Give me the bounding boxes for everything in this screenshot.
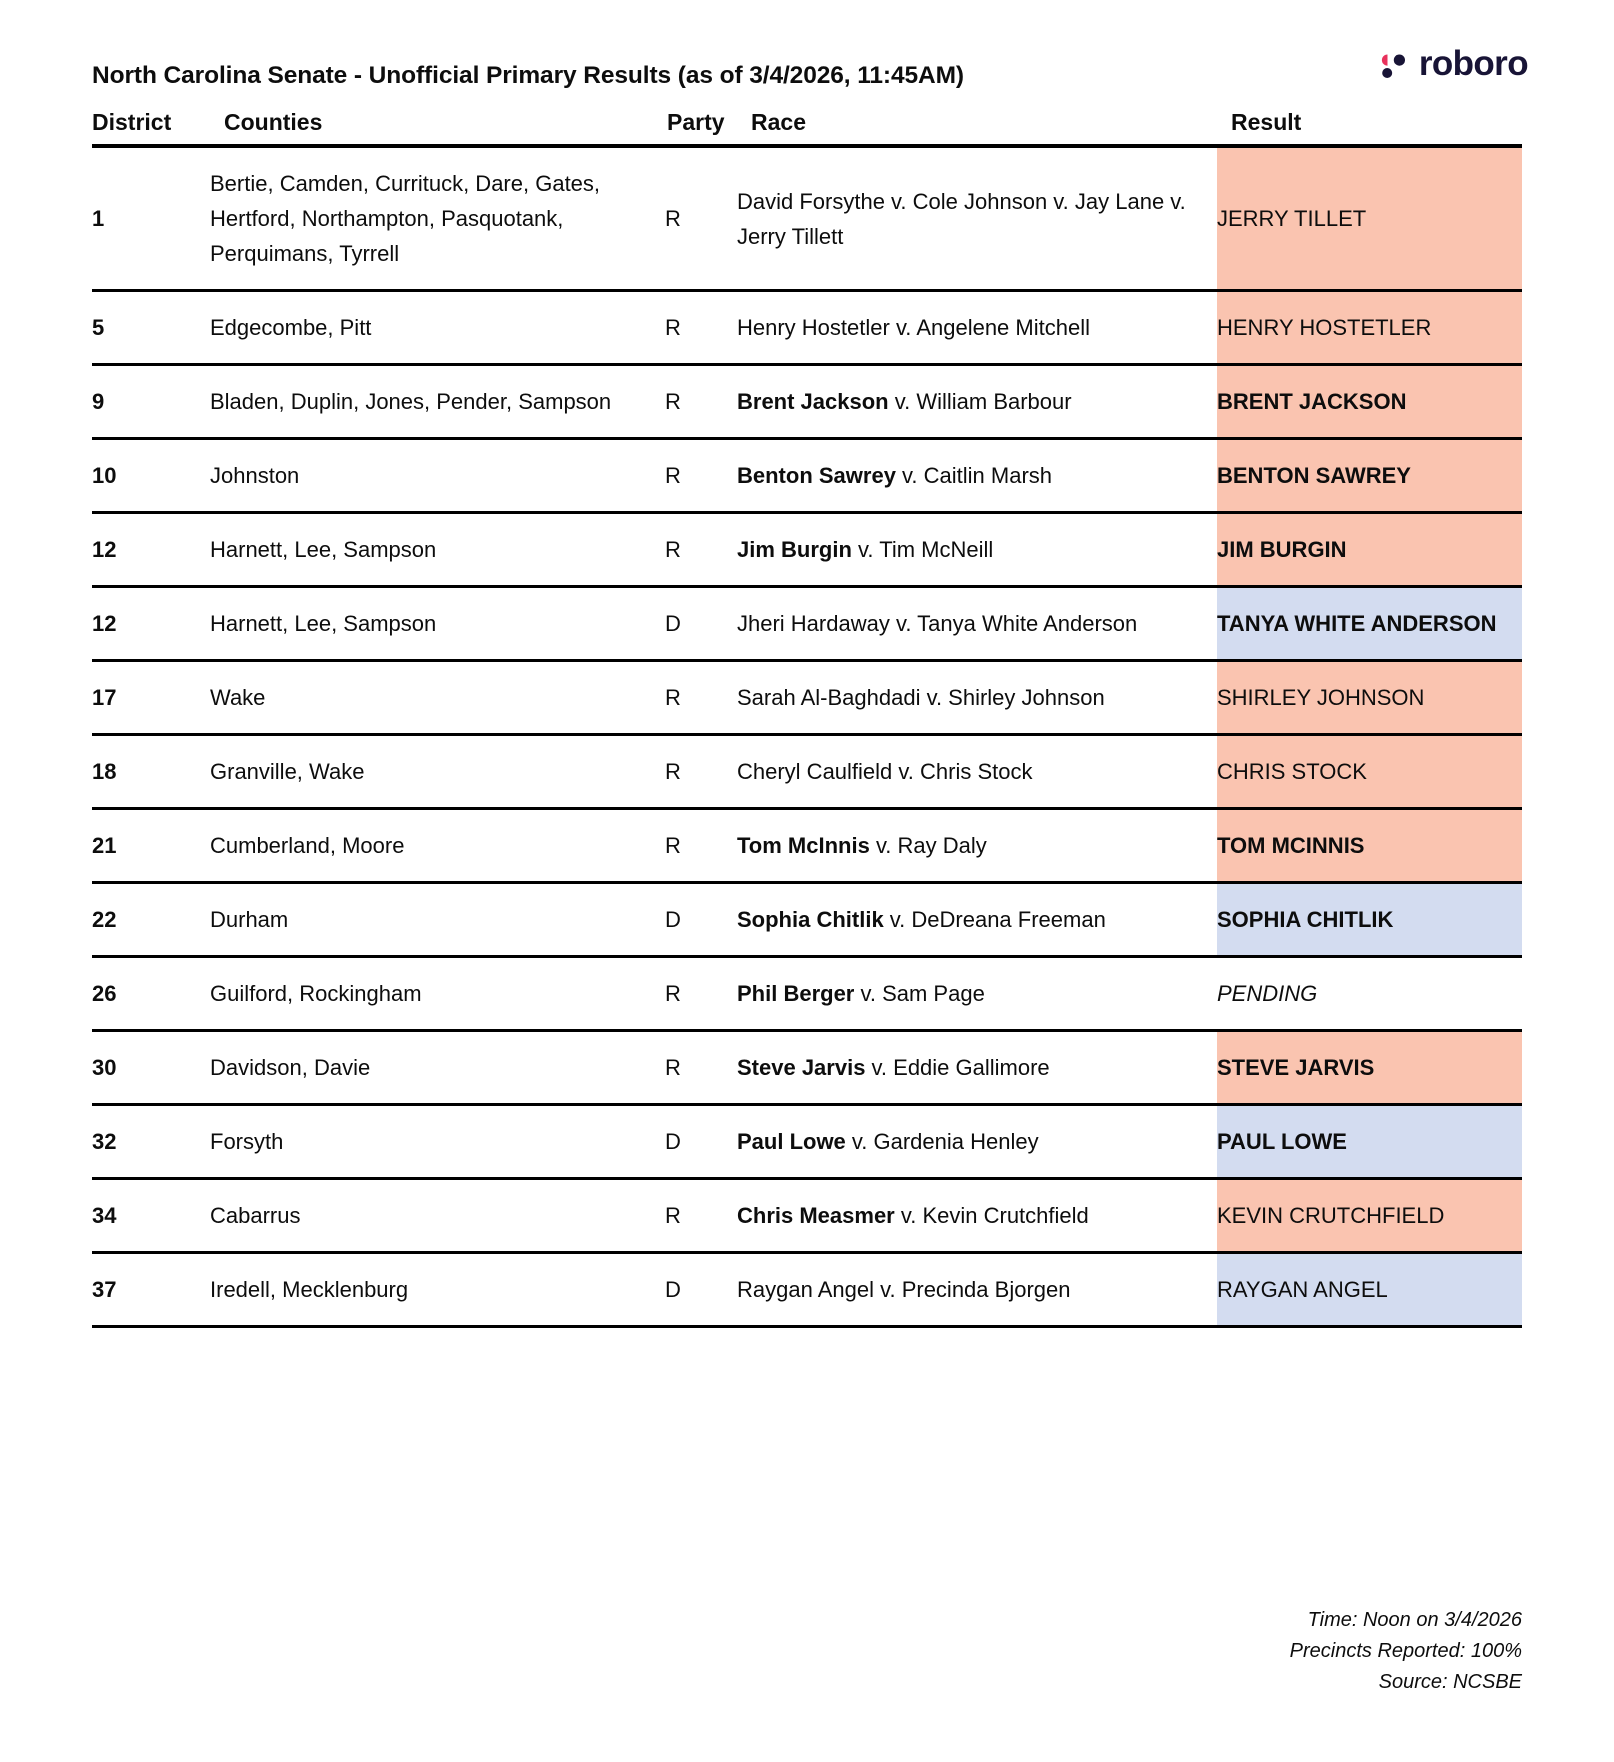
table-row [92,291,1522,365]
race-challengers: Raygan Angel v. Precinda Bjorgen [737,1277,1071,1302]
cell-party: R [665,389,681,414]
cell-party: R [665,981,681,1006]
cell-result: TANYA WHITE ANDERSON [1217,587,1522,661]
cell-race [737,291,1217,365]
table-row [92,587,1522,661]
cell-result: CHRIS STOCK [1217,735,1522,809]
cell-party: R [665,759,681,784]
race-incumbent-name: Phil Berger [737,981,855,1006]
cell-party: R [665,463,681,488]
cell-result: JERRY TILLET [1217,146,1522,291]
race-incumbent-name: Sophia Chitlik [737,907,884,932]
cell-party: R [665,1055,681,1080]
cell-counties: Bladen, Duplin, Jones, Pender, Sampson [210,389,612,414]
race-challengers: Jheri Hardaway v. Tanya White Anderson [737,611,1138,636]
table-row [92,883,1522,957]
race-incumbent-name: Tom McInnis [737,833,870,858]
roboro-logo [1374,46,1528,81]
cell-district: 30 [92,1055,117,1080]
cell-party: R [665,537,681,562]
cell-result-pending: PENDING [1217,981,1318,1006]
cell-race [737,439,1217,513]
footer-precincts: Precincts Reported: 100% [1289,1640,1522,1662]
cell-counties: Edgecombe, Pitt [210,315,372,340]
cell-counties: Forsyth [210,1129,284,1154]
table-row [92,809,1522,883]
race-challengers: David Forsythe v. Cole Johnson v. Jay Lane v. Jerry Tillett [737,188,1186,249]
cell-race [737,1105,1217,1179]
race-challengers: v. Eddie Gallimore [865,1055,1050,1080]
column-header-district: District [92,109,172,135]
column-header-race: Race [751,109,806,135]
race-challengers: Henry Hostetler v. Angelene Mitchell [737,315,1090,340]
cell-race [737,809,1217,883]
race-incumbent-name: Paul Lowe [737,1129,846,1154]
cell-counties: Wake [210,685,266,710]
cell-race [737,883,1217,957]
cell-race [737,735,1217,809]
cell-party: D [665,907,681,932]
cell-district: 5 [92,315,105,340]
cell-result: BRENT JACKSON [1217,365,1522,439]
race-incumbent-name: Steve Jarvis [737,1055,866,1080]
cell-result: SHIRLEY JOHNSON [1217,661,1522,735]
cell-result: RAYGAN ANGEL [1217,1253,1522,1327]
page-title: North Carolina Senate - Unofficial Primary Results (as of 3/4/2026, 11:45AM) [92,62,964,89]
cell-counties: Guilford, Rockingham [210,981,422,1006]
race-challengers: Cheryl Caulfield v. Chris Stock [737,759,1033,784]
race-challengers: v. William Barbour [888,389,1072,414]
cell-counties: Harnett, Lee, Sampson [210,537,437,562]
race-challengers: v. Kevin Crutchfield [894,1203,1089,1228]
cell-district: 37 [92,1277,117,1302]
table-row [92,1253,1522,1327]
cell-district: 9 [92,389,105,414]
column-header-result: Result [1231,109,1302,135]
cell-race [737,146,1217,291]
race-incumbent-name: Brent Jackson [737,389,889,414]
cell-district: 21 [92,833,117,858]
table-row [92,957,1522,1031]
cell-counties: Davidson, Davie [210,1055,371,1080]
cell-result: HENRY HOSTETLER [1217,291,1522,365]
cell-party: D [665,611,681,636]
cell-district: 34 [92,1203,117,1228]
roboro-wordmark: roboro [1418,44,1528,83]
race-challengers: v. Caitlin Marsh [895,463,1053,488]
table-row [92,1105,1522,1179]
results-table [92,108,1522,1328]
race-incumbent-name: Chris Measmer [737,1203,895,1228]
cell-counties: Cumberland, Moore [210,833,405,858]
cell-race [737,587,1217,661]
table-row [92,365,1522,439]
race-challengers: v. DeDreana Freeman [883,907,1106,932]
table-row [92,439,1522,513]
table-row [92,735,1522,809]
cell-party: R [665,315,681,340]
table-row [92,146,1522,291]
table-header [92,108,1522,146]
cell-district: 1 [92,206,105,231]
cell-result: SOPHIA CHITLIK [1217,883,1522,957]
column-header-counties: Counties [224,109,323,135]
cell-district: 10 [92,463,117,488]
cell-result: TOM MCINNIS [1217,809,1522,883]
cell-counties: Granville, Wake [210,759,365,784]
cell-race [737,957,1217,1031]
cell-district: 26 [92,981,117,1006]
race-challengers: v. Tim McNeill [851,537,994,562]
cell-district: 32 [92,1129,117,1154]
cell-party: R [665,1203,681,1228]
footer-time: Time: Noon on 3/4/2026 [1307,1609,1522,1631]
cell-counties: Durham [210,907,289,932]
page-header [92,44,1528,98]
cell-district: 18 [92,759,117,784]
cell-result: KEVIN CRUTCHFIELD [1217,1179,1522,1253]
cell-race [737,1031,1217,1105]
footer-source: Source: NCSBE [1378,1671,1522,1693]
race-challengers: v. Sam Page [854,981,985,1006]
cell-race [737,1179,1217,1253]
race-challengers: Sarah Al-Baghdadi v. Shirley Johnson [737,685,1105,710]
cell-counties: Iredell, Mecklenburg [210,1277,409,1302]
table-header-row [92,108,1522,146]
cell-party: R [665,685,681,710]
cell-race [737,365,1217,439]
cell-counties: Harnett, Lee, Sampson [210,611,437,636]
cell-result: STEVE JARVIS [1217,1031,1522,1105]
table-body [92,146,1522,1327]
cell-counties: Cabarrus [210,1203,301,1228]
column-header-party: Party [667,109,725,135]
cell-race [737,661,1217,735]
cell-counties: Johnston [210,463,300,488]
cell-district: 22 [92,907,117,932]
cell-race [737,513,1217,587]
cell-party: D [665,1277,681,1302]
footer-notes [922,1605,1522,1698]
table-row [92,661,1522,735]
cell-race [737,1253,1217,1327]
cell-district: 12 [92,611,117,636]
cell-party: R [665,833,681,858]
table-row [92,1179,1522,1253]
race-challengers: v. Ray Daly [869,833,987,858]
table-row [92,513,1522,587]
race-challengers: v. Gardenia Henley [845,1129,1039,1154]
cell-counties: Bertie, Camden, Currituck, Dare, Gates, Hertford, Northampton, Pasquotank, Perquimans, Tyrrell [210,171,601,266]
cell-party: R [665,206,681,231]
cell-district: 17 [92,685,117,710]
roboro-dots-icon [1374,47,1408,81]
cell-district: 12 [92,537,117,562]
cell-result: JIM BURGIN [1217,513,1522,587]
race-incumbent-name: Benton Sawrey [737,463,896,488]
cell-party: D [665,1129,681,1154]
race-incumbent-name: Jim Burgin [737,537,852,562]
table-row [92,1031,1522,1105]
cell-result: PAUL LOWE [1217,1105,1522,1179]
cell-result: BENTON SAWREY [1217,439,1522,513]
